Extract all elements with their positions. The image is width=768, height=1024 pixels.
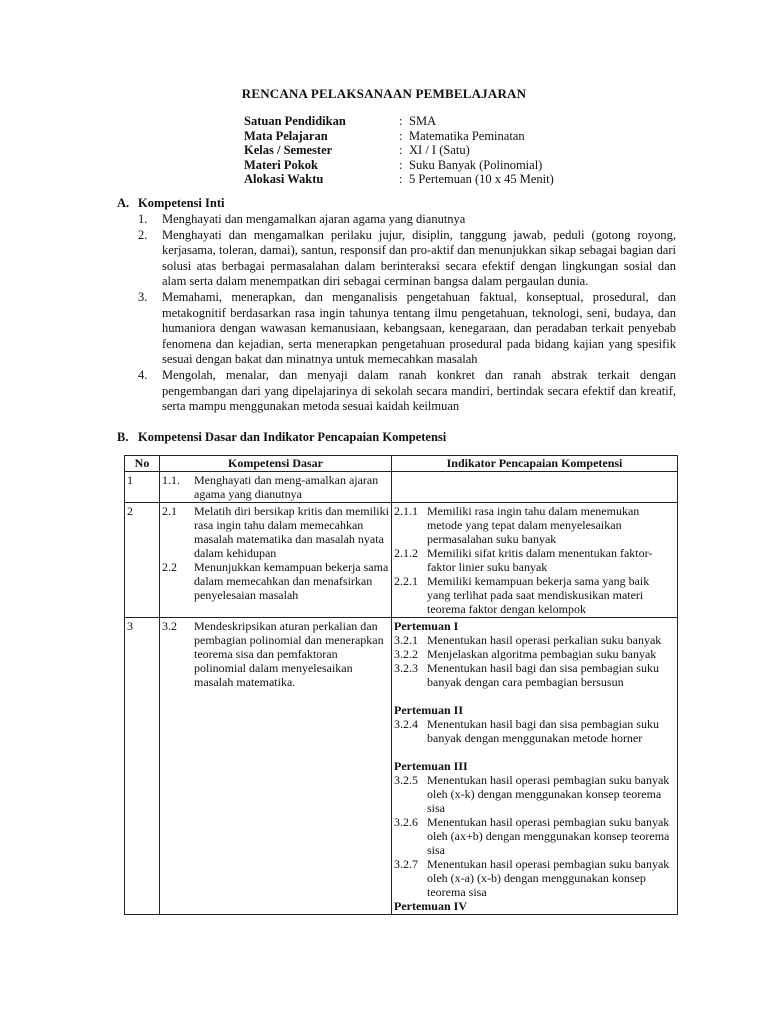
- table-header-row: [125, 456, 678, 472]
- column-header: Indikator Pencapaian Kompetensi: [392, 456, 678, 472]
- kd-cell: [160, 472, 392, 503]
- kd-code: 3.2: [162, 619, 177, 633]
- indicator-entry: [394, 633, 675, 647]
- table-row: [125, 472, 678, 503]
- identity-label: Satuan Pendidikan: [244, 114, 346, 128]
- row-number: 2: [125, 503, 160, 618]
- row-number: 1: [125, 472, 160, 503]
- identity-label: Kelas / Semester: [244, 143, 333, 157]
- identity-value: Matematika Peminatan: [409, 128, 525, 143]
- indicator-entry: [394, 773, 675, 815]
- identity-colon: :: [399, 172, 403, 186]
- identity-colon: :: [399, 114, 403, 128]
- indicator-code: 3.2.7: [394, 857, 418, 871]
- list-text: Mengolah, menalar, dan menyaji dalam ranah konkret dan ranah abstrak terkait dengan pengembangan dari yang dipelajarinya di sekolah secara mandiri, bertindak secara efektif dan kreatif, serta mampu menggunakan metoda sesuai kaidah keilmuan: [162, 367, 676, 414]
- meeting-title: Pertemuan III: [394, 759, 468, 773]
- identity-label: Materi Pokok: [244, 157, 318, 172]
- indicator-entry: [394, 857, 675, 899]
- indicator-text: Memiliki kemampuan bekerja sama yang baik yang terlihat pada saat mendiskusikan materi teorema faktor dengan kelompok: [427, 574, 650, 616]
- document-title: RENCANA PELAKSANAAN PEMBELAJARAN: [241, 86, 527, 101]
- list-item: [138, 290, 676, 368]
- identity-colon: :: [399, 157, 403, 172]
- indicator-code: 3.2.1: [394, 633, 418, 647]
- ipk-cell: [392, 618, 678, 915]
- indicator-text: Memiliki sifat kritis dalam menentukan faktor-faktor linier suku banyak: [427, 546, 653, 574]
- kd-entry: [162, 473, 389, 501]
- identity-value: 5 Pertemuan (10 x 45 Menit): [409, 172, 554, 186]
- kd-code: 1.1.: [162, 473, 180, 487]
- list-text: Memahami, menerapkan, dan menganalisis pengetahuan faktual, konseptual, prosedural, dan metakognitif berdasarkan rasa ingin tahunya tentang ilmu pengetahuan, teknologi, seni, budaya, dan humaniora dengan wawasan kemanusiaan, kebangsaan, kenegaraan, dan peradaban terkait penyebab fenomena dan kejadian, serta menerapkan pengetahuan prosedural pada bidang kajian yang spesifik sesuai dengan bakat dan minatnya untuk memecahkan masalah: [162, 289, 676, 367]
- indicator-entry: [394, 661, 675, 689]
- indicator-text: Menentukan hasil operasi pembagian suku banyak oleh (x-k) dengan menggunakan konsep teorema sisa: [427, 773, 670, 815]
- list-text: Menghayati dan mengamalkan perilaku jujur, disiplin, tanggung jawab, peduli (gotong royong, kerjasama, toleran, damai), santun, responsif dan pro-aktif dan menunjukkan sikap sebagai bagian dari solusi atas berbagai permasalahan dalam berinteraksi secara efektif dengan lingkungan sosial dan alam serta dalam menempatkan diri sebagai cerminan bangsa dalam pergaulan dunia.: [162, 227, 676, 289]
- identity-label: Alokasi Waktu: [244, 172, 324, 186]
- indicator-text: Menentukan hasil bagi dan sisa pembagian suku banyak dengan menggunakan metode horner: [427, 717, 659, 745]
- section-title: Kompetensi Inti: [138, 196, 225, 210]
- indicator-text: Menentukan hasil operasi perkalian suku banyak: [427, 633, 662, 647]
- column-header: No: [125, 456, 160, 472]
- kd-entry: [162, 619, 389, 689]
- indicator-code: 2.2.1: [394, 574, 418, 588]
- meeting-title: Pertemuan II: [394, 703, 463, 717]
- indicator-code: 2.1.2: [394, 546, 418, 560]
- indicator-entry: [394, 574, 675, 616]
- competency-table: [124, 455, 678, 915]
- identity-value: Suku Banyak (Polinomial): [409, 157, 543, 172]
- list-number: 1.: [138, 212, 148, 226]
- row-number: 3: [125, 618, 160, 915]
- indicator-code: 3.2.2: [394, 647, 418, 661]
- kd-entry: [162, 504, 389, 560]
- indicator-code: 3.2.5: [394, 773, 418, 787]
- indicator-entry: [394, 717, 675, 745]
- section-letter: A.: [117, 196, 130, 210]
- indicator-code: 3.2.3: [394, 661, 418, 675]
- ipk-cell: [392, 503, 678, 618]
- list-number: 3.: [138, 289, 148, 304]
- list-text: Menghayati dan mengamalkan ajaran agama yang dianutnya: [162, 212, 466, 226]
- identity-colon: :: [399, 128, 403, 143]
- kd-text: Menghayati dan meng-amalkan ajaran agama yang dianutnya: [194, 473, 379, 501]
- meeting-title: Pertemuan IV: [394, 899, 467, 913]
- kd-text: Melatih diri bersikap kritis dan memiliki rasa ingin tahu dalam memecahkan masalah matematika dan masalah nyata dalam kehidupan: [194, 504, 389, 560]
- indicator-entry: [394, 815, 675, 857]
- kd-code: 2.2: [162, 560, 177, 574]
- table-row: [125, 618, 678, 915]
- kd-code: 2.1: [162, 504, 177, 518]
- indicator-entry: [394, 546, 675, 574]
- indicator-entry: [394, 504, 675, 546]
- list-number: 4.: [138, 367, 148, 382]
- kd-text: Mendeskripsikan aturan perkalian dan pembagian polinomial dan menerapkan teorema sisa dan pemfaktoran polinomial dalam menyelesaikan masalah matematika.: [194, 619, 384, 689]
- indicator-text: Menentukan hasil bagi dan sisa pembagian suku banyak dengan cara pembagian bersusun: [427, 661, 659, 689]
- table-row: [125, 503, 678, 618]
- kd-cell: [160, 618, 392, 915]
- indicator-code: 2.1.1: [394, 504, 418, 518]
- indicator-entry: [394, 647, 675, 661]
- indicator-text: Menentukan hasil operasi pembagian suku banyak oleh (x-a) (x-b) dengan menggunakan konsep teorema sisa: [427, 857, 670, 899]
- list-item: [138, 368, 676, 415]
- identity-colon: :: [399, 143, 403, 157]
- list-number: 2.: [138, 227, 148, 242]
- list-item: [138, 212, 676, 228]
- section-title: Kompetensi Dasar dan Indikator Pencapaian Kompetensi: [138, 430, 447, 444]
- kompetensi-inti-list: [138, 212, 676, 415]
- kd-entry: [162, 560, 389, 602]
- identity-value: XI / I (Satu): [409, 143, 470, 157]
- indicator-code: 3.2.6: [394, 815, 418, 829]
- kd-text: Menunjukkan kemampuan bekerja sama dalam memecahkan dan menafsirkan penyelesaian masalah: [194, 560, 389, 602]
- identity-value: SMA: [409, 114, 437, 128]
- indicator-code: 3.2.4: [394, 717, 418, 731]
- column-header: Kompetensi Dasar: [160, 456, 392, 472]
- indicator-text: Memiliki rasa ingin tahu dalam menemukan metode yang tepat dalam menyelesaikan permasalahan suku banyak: [427, 504, 640, 546]
- indicator-text: Menentukan hasil operasi pembagian suku banyak oleh (ax+b) dengan menggunakan konsep teorema sisa: [427, 815, 670, 857]
- kd-cell: [160, 503, 392, 618]
- identity-label: Mata Pelajaran: [244, 128, 328, 143]
- meeting-title: Pertemuan I: [394, 619, 459, 633]
- list-item: [138, 228, 676, 290]
- section-letter: B.: [117, 430, 129, 444]
- ipk-cell: [392, 472, 678, 503]
- indicator-text: Menjelaskan algoritma pembagian suku banyak: [427, 647, 657, 661]
